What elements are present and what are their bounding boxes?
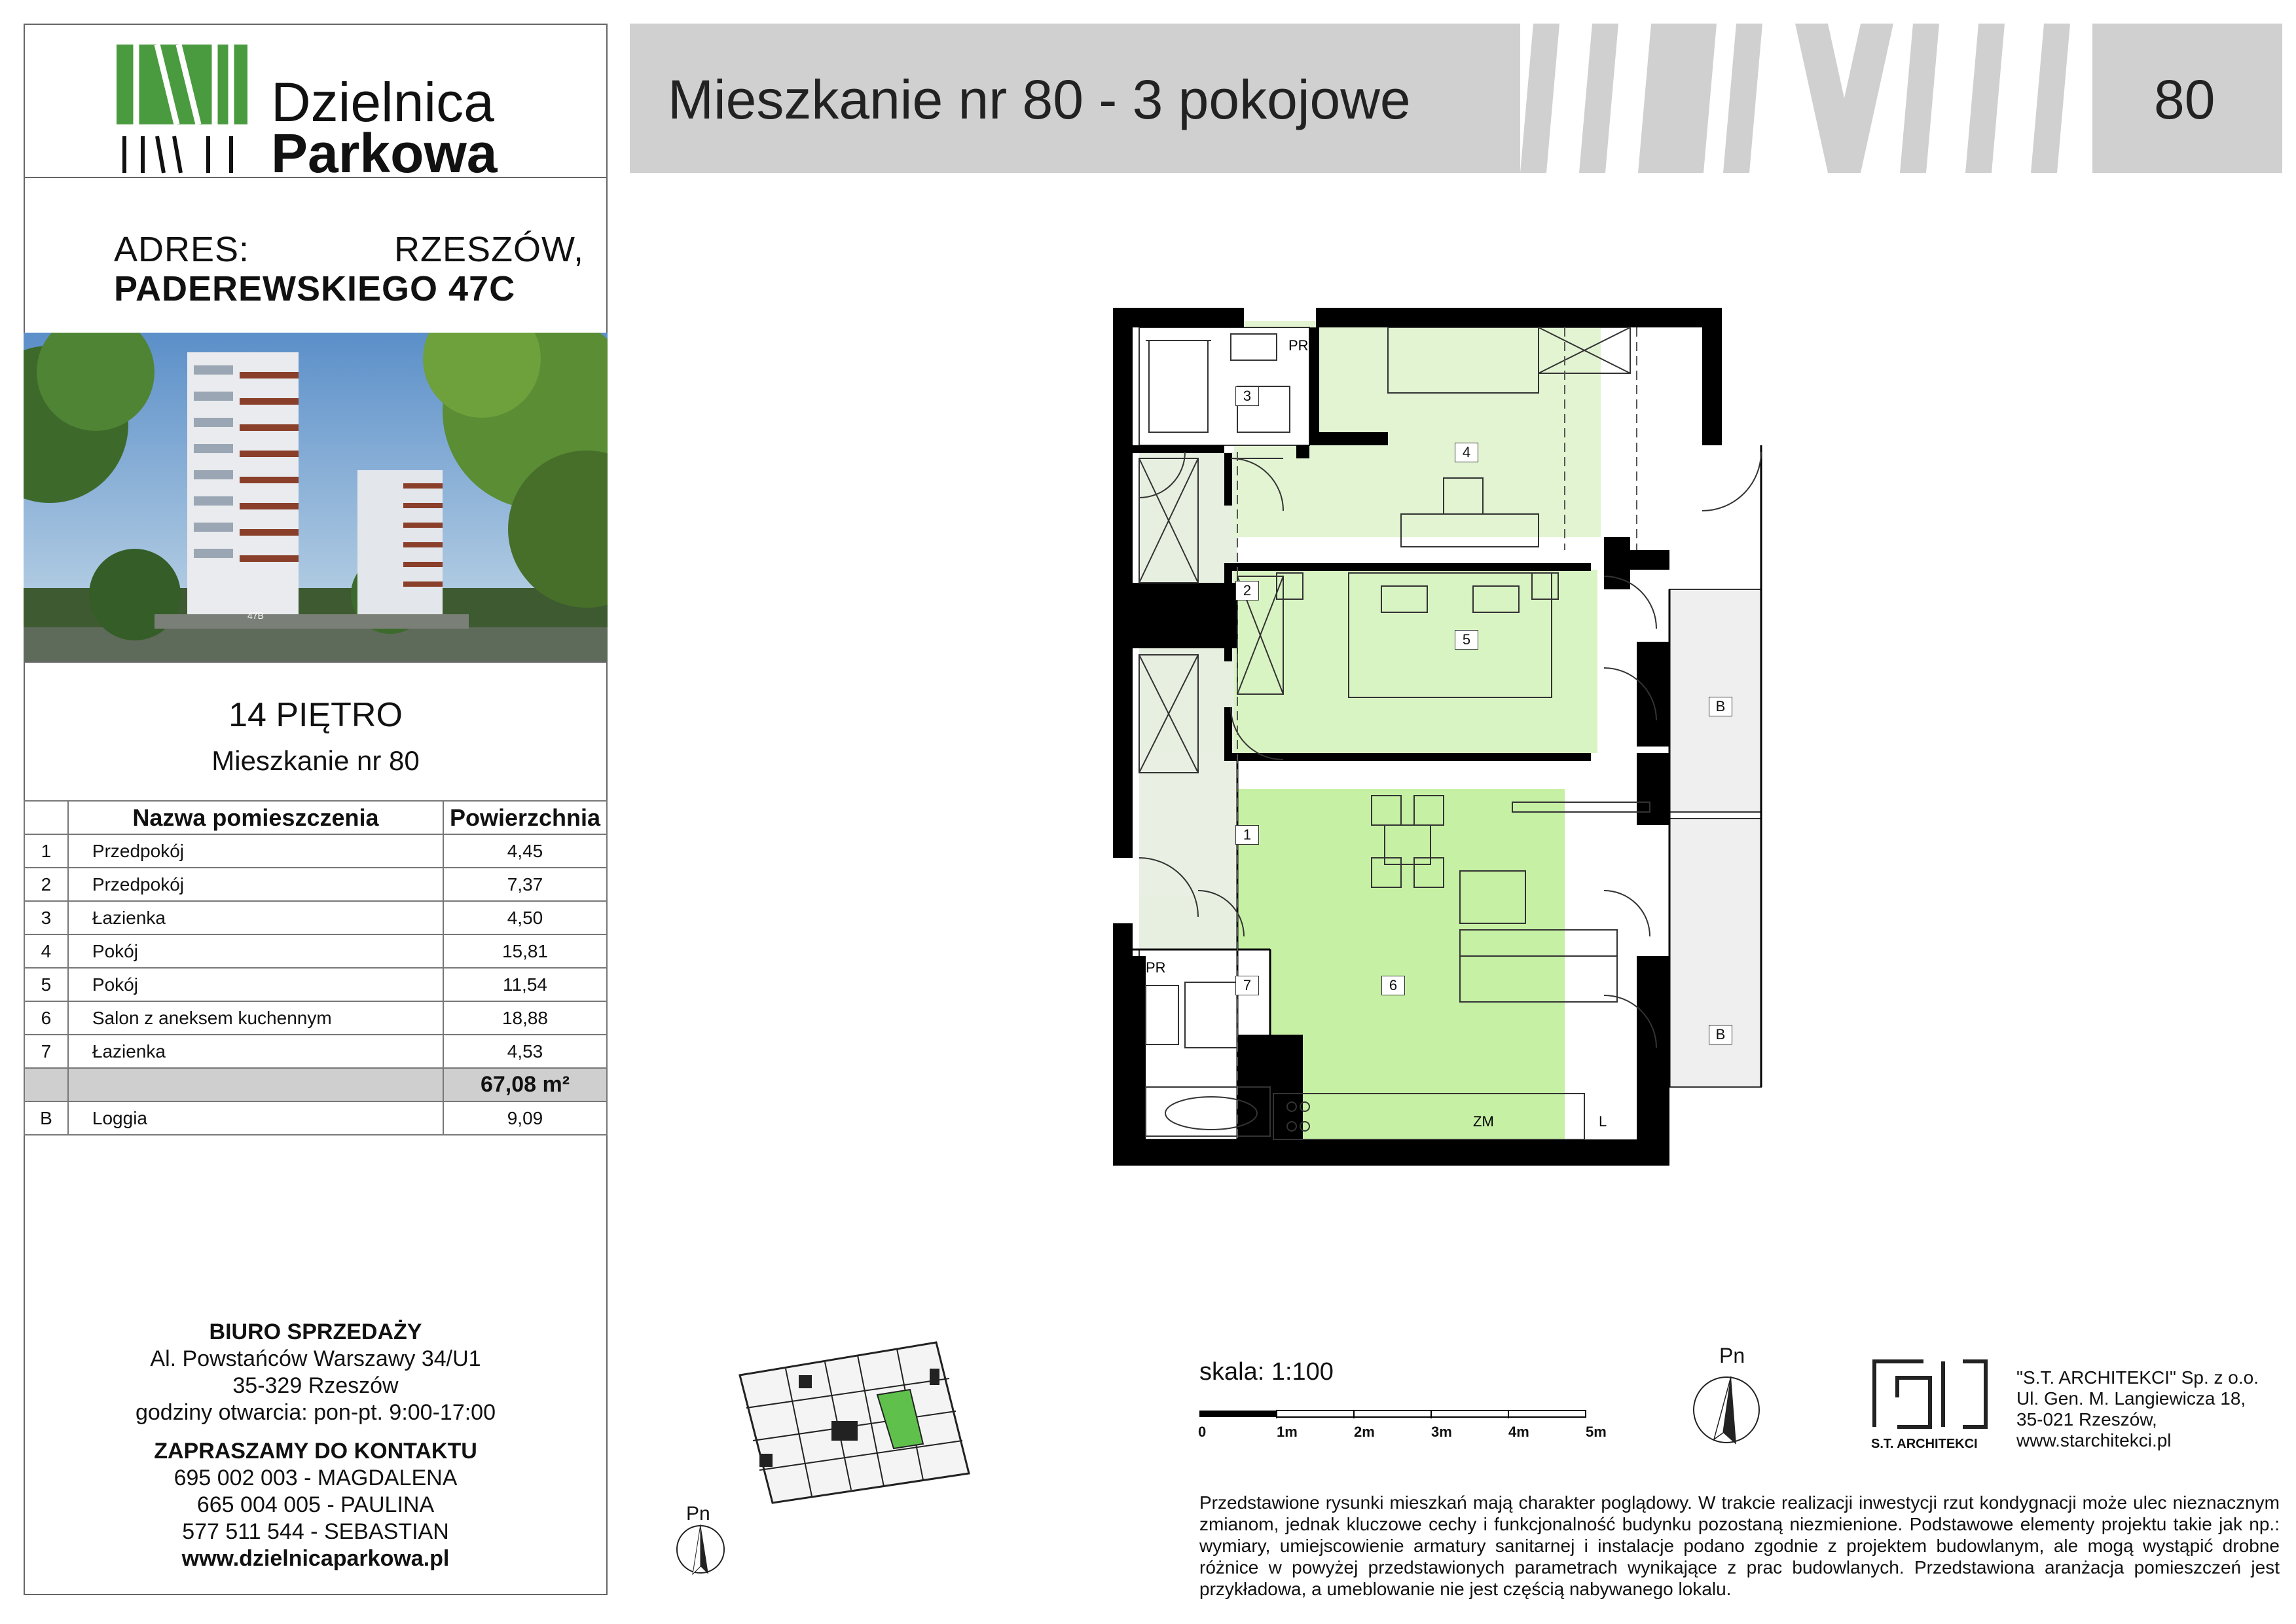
- table-header-row: [24, 801, 607, 834]
- plan-fixture-zm: ZM: [1473, 1113, 1494, 1130]
- room-label-6: 6: [1381, 976, 1405, 995]
- scale-tick: 5m: [1586, 1424, 1607, 1440]
- room-area: 4,53: [443, 1035, 607, 1068]
- page-title: Mieszkanie nr 80 - 3 pokojowe: [668, 69, 1411, 130]
- table-row: [24, 934, 607, 968]
- website-link[interactable]: www.dzielnicaparkowa.pl: [181, 1546, 450, 1571]
- room-area: 4,45: [443, 834, 607, 868]
- divider: [24, 661, 608, 663]
- sales-office-city: 35-329 Rzeszów: [232, 1373, 399, 1398]
- scale-bar: [1199, 1409, 1592, 1425]
- room-label-b: B: [1709, 697, 1732, 716]
- total-area: 67,08 m²: [443, 1068, 607, 1101]
- sales-office-title: BIURO SPRZEDAŻY: [209, 1320, 422, 1344]
- room-name: Przedpokój: [68, 868, 443, 901]
- table-row: [24, 1101, 607, 1135]
- disclaimer-text: Przedstawione rysunki mieszkań mają charakter poglądowy. W trakcie realizacji inwestycji rzut kondygnacji może ulec nieznacznym zmianom, jednak kluczowe cechy i funkcjonalność budynku pozostaną niezmienione. Podstawowe elementy projektu takie jak np.: wymiary, umiejscowienie armatury sanitarnej i instalacje podano zgodnie z projektem budowlanym, ale mogą wystąpić drobne różnice w powyżej przedstawionych parametrach wynikające z prac budowlanych. Przedstawiona aranżacja pomieszczeń jest przykładowa, a umeblowanie nie jest częścią nabywanego lokalu.: [1199, 1492, 2280, 1599]
- address-label: ADRES:: [114, 230, 250, 269]
- plan-fixture-l: L: [1599, 1113, 1607, 1130]
- room-name: Pokój: [68, 934, 443, 968]
- table-header: Powierzchnia: [443, 801, 607, 834]
- table-header: [24, 801, 68, 834]
- room-label-b: B: [1709, 1025, 1732, 1044]
- room-name: Pokój: [68, 968, 443, 1001]
- scale-tick: 2m: [1354, 1424, 1375, 1440]
- table-row: [24, 968, 607, 1001]
- table-row: [24, 901, 607, 934]
- room-label-2: 2: [1235, 581, 1259, 600]
- room-name: Salon z aneksem kuchennym: [68, 1001, 443, 1035]
- address-street: PADEREWSKIEGO 47C: [114, 269, 516, 308]
- sales-office-hours: godziny otwarcia: pon-pt. 9:00-17:00: [135, 1400, 496, 1425]
- room-label-1: 1: [1235, 825, 1259, 845]
- room-name: Przedpokój: [68, 834, 443, 868]
- room-name: Loggia: [68, 1101, 443, 1135]
- brand-name-line1: Dzielnica: [271, 71, 494, 133]
- brand-name-line2: Parkowa: [271, 122, 498, 184]
- plan-fixture-pr: PR: [1146, 959, 1166, 976]
- architect-name: "S.T. ARCHITEKCI" Sp. z o.o.: [2016, 1367, 2259, 1388]
- contact-title: ZAPRASZAMY DO KONTAKTU: [154, 1439, 477, 1464]
- north-label: Pn: [1719, 1344, 1745, 1367]
- room-number: 6: [24, 1001, 68, 1035]
- room-area: 18,88: [443, 1001, 607, 1035]
- floor-label: 14 PIĘTRO: [228, 696, 403, 734]
- scale-tick: 4m: [1508, 1424, 1529, 1440]
- architect-info: [2016, 1367, 2259, 1451]
- brand-logo-icon: [117, 45, 254, 175]
- sales-office-street: Al. Powstańców Warszawy 34/U1: [150, 1346, 481, 1371]
- apartment-number: 80: [2154, 69, 2215, 130]
- room-label-4: 4: [1455, 443, 1478, 462]
- table-row: [24, 834, 607, 868]
- architect-street: Ul. Gen. M. Langiewicza 18,: [2016, 1388, 2246, 1409]
- floor-plan: [1106, 301, 1800, 1179]
- table-header: Nazwa pomieszczenia: [68, 801, 443, 834]
- room-area: 11,54: [443, 968, 607, 1001]
- north-arrow-icon: [674, 1523, 727, 1576]
- table-row: [24, 1001, 607, 1035]
- north-label: Pn: [686, 1503, 710, 1524]
- building-photo: [24, 333, 608, 661]
- north-arrow-icon: [1690, 1374, 1762, 1446]
- table-total-row: [24, 1068, 607, 1101]
- building-sign: 47B: [247, 610, 264, 621]
- scale-tick: 0: [1198, 1424, 1207, 1440]
- room-number: 4: [24, 934, 68, 968]
- room-number: 7: [24, 1035, 68, 1068]
- contact-phone[interactable]: 695 002 003 - MAGDALENA: [173, 1466, 458, 1490]
- architect-logo-caption: S.T. ARCHITEKCI: [1871, 1437, 1978, 1451]
- room-name: Łazienka: [68, 901, 443, 934]
- room-number: 2: [24, 868, 68, 901]
- room-area: 15,81: [443, 934, 607, 968]
- architect-website[interactable]: www.starchitekci.pl: [2016, 1430, 2172, 1450]
- room-number: 5: [24, 968, 68, 1001]
- key-plan: [733, 1336, 975, 1506]
- room-label-3: 3: [1235, 386, 1259, 406]
- scale-tick: 1m: [1277, 1424, 1298, 1440]
- room-label-5: 5: [1455, 630, 1478, 650]
- architect-logo-icon: [1871, 1358, 1989, 1430]
- architect-city: 35-021 Rzeszów,: [2016, 1409, 2157, 1430]
- table-row: [24, 868, 607, 901]
- empty-cell: [68, 1068, 443, 1101]
- contact-phone[interactable]: 665 004 005 - PAULINA: [196, 1492, 435, 1517]
- apartment-subtitle: Mieszkanie nr 80: [211, 745, 420, 776]
- room-area: 4,50: [443, 901, 607, 934]
- decorative-stripes: [1520, 24, 2092, 173]
- rooms-table: [24, 800, 608, 1135]
- scale-tick: 3m: [1431, 1424, 1452, 1440]
- table-row: [24, 1035, 607, 1068]
- room-label-7: 7: [1235, 976, 1259, 995]
- address-city: RZESZÓW,: [394, 230, 584, 269]
- room-area: 7,37: [443, 868, 607, 901]
- scale-label: skala: 1:100: [1199, 1358, 1334, 1386]
- room-number: 1: [24, 834, 68, 868]
- empty-cell: [24, 1068, 68, 1101]
- contact-phone[interactable]: 577 511 544 - SEBASTIAN: [182, 1519, 449, 1544]
- room-number: 3: [24, 901, 68, 934]
- plan-fixture-pr: PR: [1288, 337, 1309, 354]
- room-name: Łazienka: [68, 1035, 443, 1068]
- sales-office: [24, 1319, 608, 1572]
- room-area: 9,09: [443, 1101, 607, 1135]
- room-number: B: [24, 1101, 68, 1135]
